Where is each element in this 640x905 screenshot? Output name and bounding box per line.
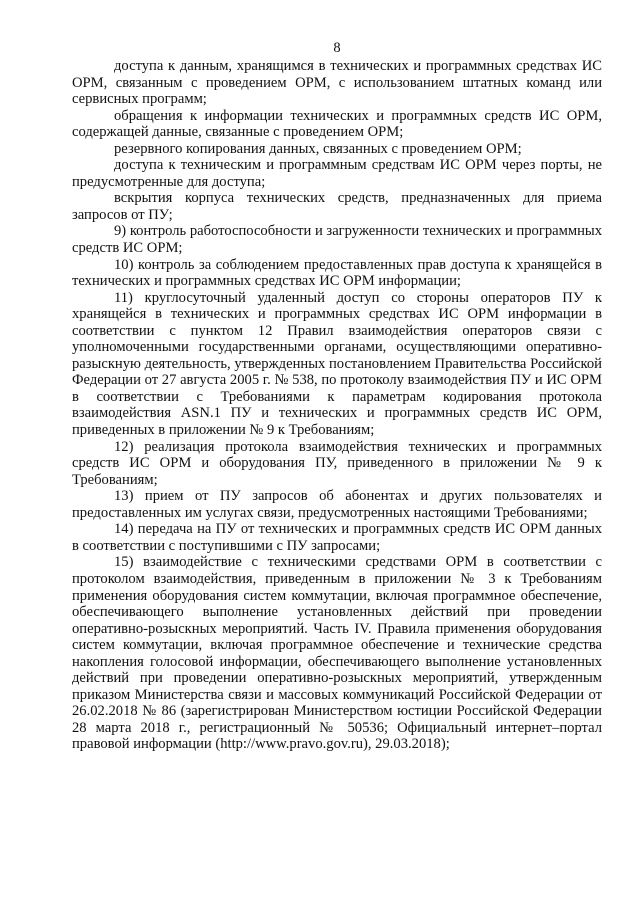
- list-item: 12) реализация протокола взаимодействия технических и программных средств ИС ОРМ и оборудования ПУ, приведенного в приложении № 9 к Требованиям;: [72, 438, 602, 488]
- list-item: 11) круглосуточный удаленный доступ со стороны операторов ПУ к хранящейся в технических и программных средствах ИС ОРМ информации в соответствии с пунктом 12 Правил взаимодействия операторов связи с уполномоченными государственными органами, осуществляющими оперативно-разыскную деятельность, утвержденных постановлением Правительства Российской Федерации от 27 августа 2005 г. № 538, по протоколу взаимодействия ПУ и ИС ОРМ в соответствии с Требованиями к параметрам кодирования протокола взаимодействия ASN.1 ПУ и технических и программных средств ИС ОРМ, приведенных в приложении № 9 к Требованиям;: [72, 289, 602, 439]
- paragraph: обращения к информации технических и программных средств ИС ОРМ, содержащей данные, связанные с проведением ОРМ;: [72, 107, 602, 141]
- list-item: 15) взаимодействие с техническими средствами ОРМ в соответствии с протоколом взаимодействия, приведенным в приложении № 3 к Требованиям применения оборудования систем коммутации, включая программное обеспечение, обеспечивающего выполнение установленных действий при проведении оперативно-розыскных мероприятий. Часть IV. Правила применения оборудования систем коммутации, включая программное обеспечение и технические средства накопления голосовой информации, обеспечивающего выполнение установленных действий при проведении оперативно-розыскных мероприятий, утвержденным приказом Министерства связи и массовых коммуникаций Российской Федерации от 26.02.2018 № 86 (зарегистрирован Министерством юстиции Российской Федерации 28 марта 2018 г., регистрационный № 50536; Официальный интернет–портал правовой информации (http://www.pravo.gov.ru), 29.03.2018);: [72, 554, 602, 753]
- document-body: [72, 58, 602, 753]
- paragraph: доступа к техническим и программным средствам ИС ОРМ через порты, не предусмотренные для доступа;: [72, 157, 602, 190]
- page-number: 8: [333, 40, 341, 56]
- list-item: 9) контроль работоспособности и загруженности технических и программных средств ИС ОРМ;: [72, 223, 602, 257]
- list-item: 13) прием от ПУ запросов об абонентах и других пользователях и предоставленных им услугах связи, предусмотренных настоящими Требованиями;: [72, 488, 602, 521]
- list-item: 10) контроль за соблюдением предоставленных прав доступа к хранящейся в технических и программных средствах ИС ОРМ информации;: [72, 256, 602, 290]
- list-item: 14) передача на ПУ от технических и программных средств ИС ОРМ данных в соответствии с поступившими с ПУ запросами;: [72, 521, 602, 554]
- paragraph: вскрытия корпуса технических средств, предназначенных для приема запросов от ПУ;: [72, 190, 602, 223]
- paragraph: резервного копирования данных, связанных с проведением ОРМ;: [114, 140, 522, 157]
- paragraph: доступа к данным, хранящимся в технических и программных средствах ИС ОРМ, связанным с проведением ОРМ, с использованием штатных команд или сервисных программ;: [72, 58, 602, 108]
